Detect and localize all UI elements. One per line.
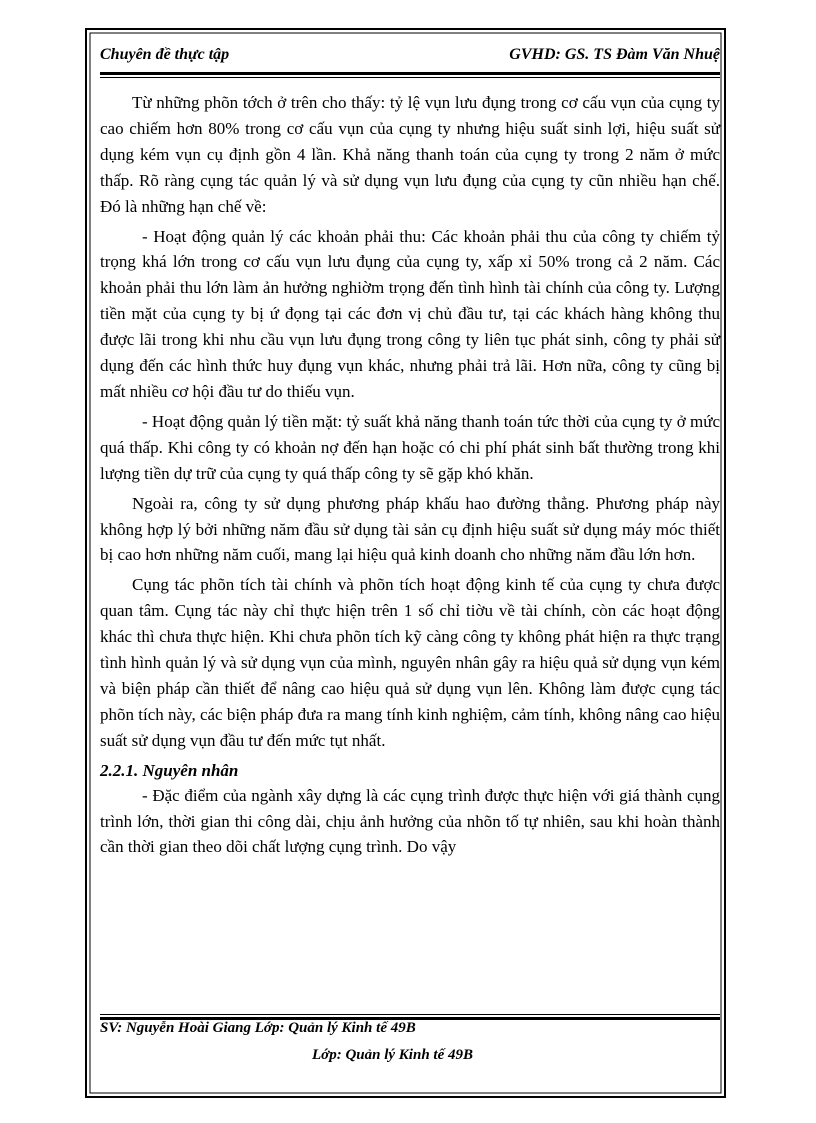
paragraph-causes: - Đặc điểm của ngành xây dựng là các cụng trình được thực hiện với giá thành cụng trình lớn, thời gian thi công dài, chịu ảnh hưởng của nhõn tố tự nhiên, sau khi hoàn thành cần thời gian theo dõi chất lượng cụng trình. Do vậy [100, 785, 720, 857]
header-topic: Chuyên đề thực tập [100, 46, 230, 63]
header-rule-thin [100, 77, 720, 78]
footer-class: Lớp: Quản lý Kinh tế 49B [312, 1047, 473, 1063]
paragraph-depreciation: Ngoài ra, công ty sử dụng phương pháp khấu hao đường thẳng. Phương pháp này không hợp lý bởi những năm đầu sử dụng tài sản cụ định hiệu suất sử dụng máy móc thiết bị cao hơn những năm cuối, mang lại hiệu quả kinh doanh cho những năm đầu lớn hơn. [100, 493, 720, 565]
section-heading: 2.2.1. Nguyên nhân [100, 760, 239, 780]
document-body [100, 90, 720, 864]
page-header [100, 46, 720, 72]
paragraph-summary: Từ những phõn tớch ở trên cho thấy: tỷ lệ vụn lưu đụng trong cơ cấu vụn của cụng ty cao chiếm hơn 80% trong cơ cấu vụn của cụng ty nhưng hiệu suất sinh lợi, hiệu suất sử dụng kém vụn cụ định gồn 4 lần. Khả năng thanh toán của cụng ty trong 2 năm ở mức thấp. Rõ ràng cụng tác quản lý và sử dụng vụn lưu đụng của cụng ty cũn nhiều hạn chế. Đó là những hạn chế về: [100, 93, 720, 216]
header-advisor: GVHD: GS. TS Đàm Văn Nhuệ [509, 46, 720, 63]
footer-rule-thin [100, 1014, 720, 1015]
paragraph-analysis: Cụng tác phõn tích tài chính và phõn tích hoạt động kinh tế của cụng ty chưa được quan tâm. Cụng tác này chỉ thực hiện trên 1 số chỉ tiờu về tài chính, còn các hoạt động khác thì chưa thực hiện. Khi chưa phõn tích kỹ càng công ty không phát hiện ra thực trạng tình hình quản lý và sử dụng vụn của mình, nguyên nhân gây ra hiệu quả sử dụng vụn kém và biện pháp cần thiết để nâng cao hiệu quả sử dụng vụn lên. Không làm được cụng tác phõn tích này, các biện pháp đưa ra mang tính kinh nghiệm, cảm tính, không nâng cao hiệu suất sử dụng vụn đầu tư đến mức tụt nhất. [100, 575, 720, 750]
paragraph-cash: - Hoạt động quản lý tiền mặt: tỷ suất khả năng thanh toán tức thời của cụng ty ở mức quá thấp. Khi công ty có khoản nợ đến hạn hoặc có chi phí phát sinh bất thường trong khi lượng tiền dự trữ của cụng ty quá thấp công ty sẽ gặp khó khăn. [100, 411, 720, 483]
paragraph-receivables: - Hoạt động quản lý các khoản phải thu: Các khoản phải thu của công ty chiếm tỷ trọng khá lớn trong cơ cấu vụn lưu đụng của cụng ty, xấp xỉ 50% trong cả 2 năm. Các khoản phải thu lớn làm ản hưởng nghiờm trọng đến tình hình tài chính của công ty. Lượng tiền mặt của cụng ty bị ứ đọng tại các đơn vị chủ đầu tư, tại các khách hàng không thu được lãi trong khi nhu cầu vụn lưu đụng trong công ty liên tục phát sinh, công ty phải sử dụng đến các hình thức huy đụng vụn khác, nhưng phải trả lãi. Hơn nữa, công ty cũng bị mất nhiều cơ hội đầu tư do thiếu vụn. [100, 226, 720, 401]
header-rule [100, 72, 720, 75]
footer-student: SV: Nguyễn Hoài Giang Lớp: Quản lý Kinh tế 49B [100, 1020, 416, 1036]
